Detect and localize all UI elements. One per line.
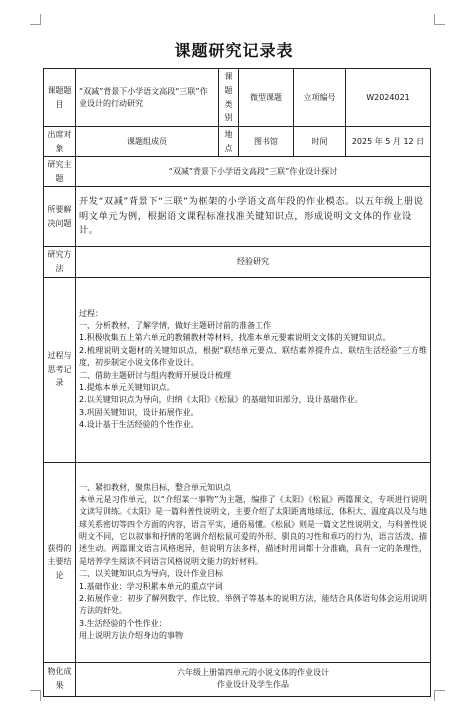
process-line: 4.设计基于生活经验的个性作业。 (79, 420, 199, 430)
project-id-value[interactable]: W2024021 (346, 69, 431, 127)
time-label: 时间 (294, 127, 346, 157)
problem-label: 所要解决问题 (44, 187, 76, 247)
research-theme-label: 研究主题 (44, 157, 76, 187)
research-theme-value[interactable]: “双减”背景下小学语文高段“三联”作业设计探讨 (76, 157, 431, 187)
page-title: 课题研究记录表 (174, 41, 294, 60)
conclusion-content[interactable] (76, 462, 431, 662)
process-content[interactable] (76, 277, 431, 462)
process-row (44, 277, 431, 462)
research-record-table (43, 68, 431, 697)
project-id-label: 立项编号 (294, 69, 346, 127)
topic-value[interactable]: “双减”背景下小学语文高段“三联”作业设计的行动研究 (76, 69, 219, 127)
method-row (44, 247, 431, 277)
conclusion-line: 用上说明方法介绍身边的事物 (79, 631, 183, 641)
conclusion-row (44, 462, 431, 662)
process-line: 2.以关键知识点为导向，归纳《太阳》《松鼠》的基础知识部分，设计基础作业。 (79, 395, 363, 405)
outcome-line-1: 六年级上册第四单元的小说文体的作业设计 (177, 668, 329, 678)
problem-value[interactable]: 开发“双减”背景下“三联”为框架的小学语文高年段的作业模态。以五年级上册说明文单元为例，根据语文课程标准找准关键知识点，形成说明文文体的作业设计。 (76, 187, 431, 247)
category-label: 课题类别 (219, 69, 239, 127)
outcome-row (44, 662, 431, 696)
conclusion-line: 1.基础作业：学习积累本单元的重点字词 (79, 581, 223, 591)
outcome-content[interactable] (76, 662, 431, 696)
attendees-label: 出席对象 (44, 127, 76, 157)
process-label: 过程与思考记录 (44, 277, 76, 462)
research-theme-row (44, 157, 431, 187)
outcome-label: 物化成果 (44, 662, 76, 696)
attendees-value[interactable]: 课题组成员 (76, 127, 219, 157)
process-line: 3.巩固关键知识，设计拓展作业。 (79, 407, 199, 417)
topic-label: 课题题目 (44, 69, 76, 127)
outcome-line-2: 作业设计及学生作品 (217, 680, 289, 690)
conclusion-line: 本单元是习作单元，以“介绍某一事物”为主题，编排了《太阳》《松鼠》两篇课文，专项进行说明文读写训练。《太阳》是一篇科普性说明文，主要介绍了太阳距离地球远、体积大、温度高以及与地球关系密切等四个方面的内容，语言平实，通俗易懂。《松鼠》则是一篇文艺性说明文，与科普性说明文不同，它以叙事和抒情的笔调介绍松鼠可爱的外形、驯良的习性和乖巧的行为，语言活泼，描述生动。两篇课文语言风格迥异，但说明方法多样，描述时用词都十分准确，具有一定的条理性，是培养学生阅读不同语言风格说明文能力的好材料。 (79, 494, 427, 566)
margin-mark-bottom-right (434, 690, 445, 701)
process-line: 过程： (79, 308, 103, 318)
process-line: 2.梳理说明文题材的关键知识点，根据“联结单元要点、联结素养提升点、联结生活经验”三方维度，初步制定小说文体作业设计。 (79, 345, 427, 368)
attendance-row (44, 127, 431, 157)
conclusion-line: 一、紧扣教材，聚焦目标，整合单元知识点 (79, 482, 231, 492)
conclusion-line: 2.拓展作业：初步了解列数字、作比较、举例子等基本的说明方法，能结合具体语句体会运用说明方法的好处。 (79, 594, 427, 616)
method-value[interactable]: 经验研究 (76, 247, 431, 277)
conclusion-line: 3.生活经验的个性作业： (79, 618, 167, 628)
process-line: 一、分析教材，了解学情，做好主题研讨前的准备工作 (79, 321, 271, 330)
method-label: 研究方法 (44, 247, 76, 277)
process-line: 二、借助主题研讨与组内教师开展设计梳理 (79, 370, 231, 380)
category-value[interactable]: 微型课题 (239, 69, 294, 127)
topic-row (44, 69, 431, 127)
problem-row (44, 187, 431, 247)
margin-mark-bottom-left (30, 690, 41, 701)
margin-mark-top-left (30, 14, 41, 25)
location-value[interactable]: 图书馆 (239, 127, 294, 157)
process-line: 1.积极收集五上第六单元的教辅教材等材料，找准本单元要素说明文文体的关键知识点。 (79, 333, 391, 343)
location-label: 地点 (219, 127, 239, 157)
margin-mark-top-right (434, 14, 445, 25)
conclusion-label: 获得的主要结论 (44, 462, 76, 662)
conclusion-line: 二、以关键知识点为导向，设计作业目标 (79, 569, 223, 579)
process-line: 1.提炼本单元关键知识点。 (79, 382, 175, 392)
time-value[interactable]: 2025 年 5 月 12 日 (346, 127, 431, 157)
